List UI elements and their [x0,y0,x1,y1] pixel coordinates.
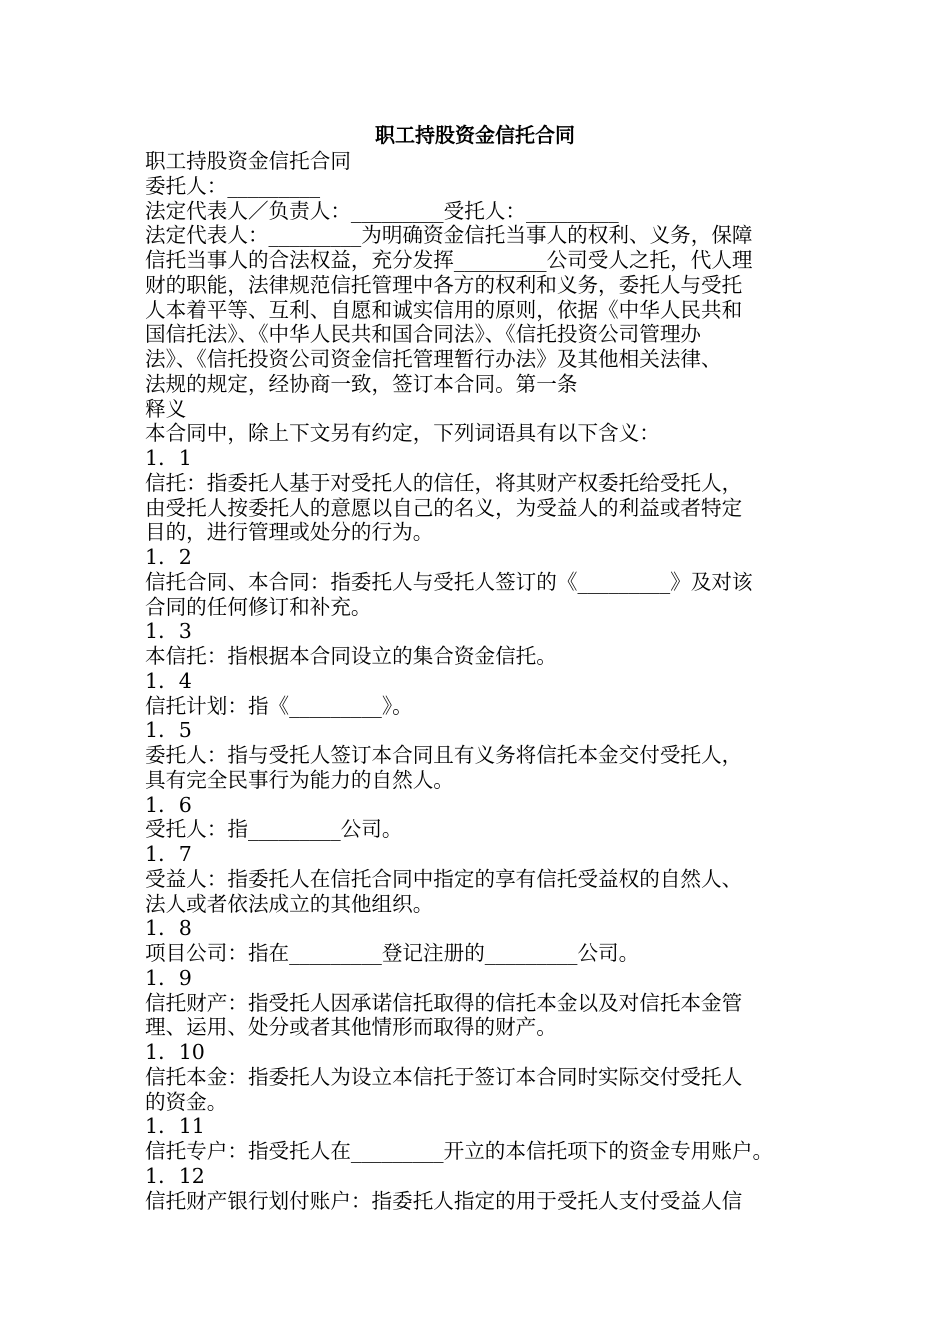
document-line: 1．12 [145,1163,205,1188]
document-line: 目的，进行管理或处分的行为。 [145,520,434,545]
document-line: 信托：指委托人基于对受托人的信任，将其财产权委托给受托人， [145,470,743,495]
document-line: 1．4 [145,668,192,693]
document-line: 法定代表人：_________为明确资金信托当事人的权利、义务，保障 [145,223,753,248]
document-line: 本合同中，除上下文另有约定，下列词语具有以下含义： [145,421,660,446]
document-line: 委托人：_________ [145,173,321,198]
document-line: 理、运用、处分或者其他情形而取得的财产。 [145,1015,557,1040]
document-title: 职工持股资金信托合同 [375,123,575,147]
document-line: 人本着平等、互利、自愿和诚实信用的原则，依据《中华人民共和 [145,297,743,322]
document-line: 财的职能，法律规范信托管理中各方的权利和义务，委托人与受托 [145,272,743,297]
document-line: 法规的规定，经协商一致，签订本合同。第一条 [145,371,578,396]
document-line: 1．5 [145,718,192,743]
document-line: 1．11 [145,1114,205,1139]
document-line: 释义 [145,396,187,421]
document-line: 1．3 [145,619,192,644]
document-line: 委托人：指与受托人签订本合同且有义务将信托本金交付受托人， [145,743,743,767]
document-body [145,149,825,1213]
document-line: 1．7 [145,842,192,866]
document-line: 本信托：指根据本合同设立的集合资金信托。 [145,644,557,668]
document-line: 合同的任何修订和补充。 [145,594,372,619]
document-line: 由受托人按委托人的意愿以自己的名义，为受益人的利益或者特定 [145,495,743,520]
document-line: 受益人：指委托人在信托合同中指定的享有信托受益权的自然人、 [145,866,743,891]
document-line: 法定代表人／负责人：_________受托人：_________ [145,198,619,223]
document-line: 1．2 [145,545,192,569]
document-line: 1．6 [145,792,192,817]
document-line: 的资金。 [145,1089,228,1114]
document-line: 受托人：指_________公司。 [145,817,403,842]
document-line: 职工持股资金信托合同 [145,149,351,173]
document-line: 1．1 [145,446,192,470]
document-line: 信托专户：指受托人在_________开立的本信托项下的资金专用账户。 [145,1139,774,1163]
document-line: 1．9 [145,965,192,990]
document-line: 1．8 [145,916,192,941]
document-line: 国信托法》、《中华人民共和国合同法》、《信托投资公司管理办 [145,322,702,347]
document-line: 1．10 [145,1040,205,1064]
document-line: 信托当事人的合法权益，充分发挥_________公司受人之托，代人理 [145,248,753,272]
document-line: 信托计划：指《_________》。 [145,693,413,718]
document-line: 法人或者依法成立的其他组织。 [145,891,434,916]
document-line: 项目公司：指在_________登记注册的_________公司。 [145,941,640,965]
document-line: 信托合同、本合同：指委托人与受托人签订的《_________》及对该 [145,569,753,594]
document-line: 信托本金：指委托人为设立本信托于签订本合同时实际交付受托人 [145,1064,743,1089]
document-line: 具有完全民事行为能力的自然人。 [145,767,454,792]
document-line: 信托财产：指受托人因承诺信托取得的信托本金以及对信托本金管 [145,990,743,1015]
document-line: 法》、《信托投资公司资金信托管理暂行办法》及其他相关法律、 [145,347,722,371]
document-line: 信托财产银行划付账户：指委托人指定的用于受托人支付受益人信 [145,1188,743,1213]
